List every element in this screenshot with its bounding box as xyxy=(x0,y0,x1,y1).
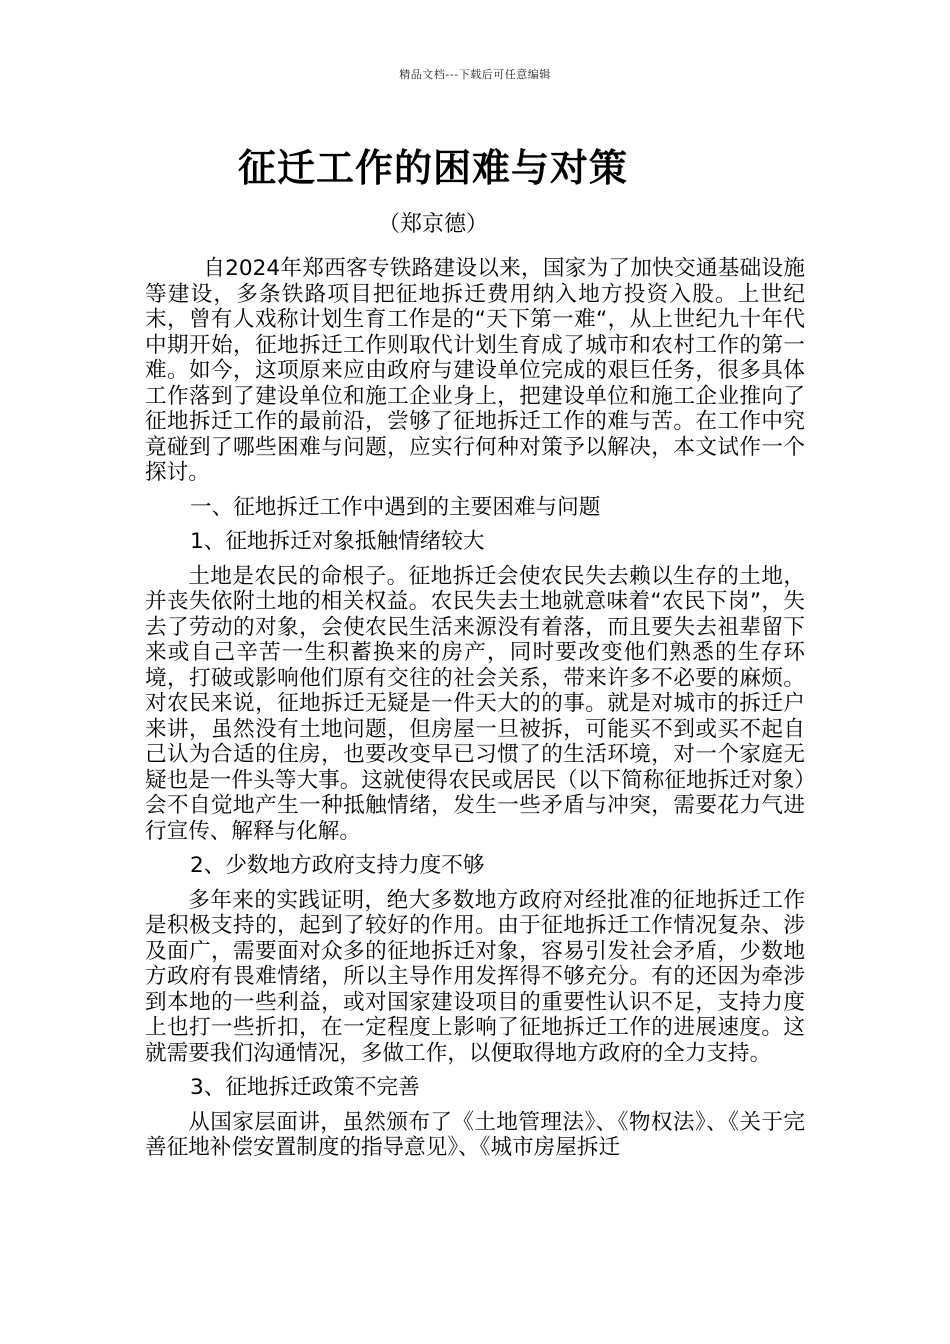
paragraph-land-resistance: 土地是农民的命根子。征地拆迁会使农民失去赖以生存的土地，并丧失依附土地的相关权益。农民失去土地就意味着“农民下岗”，失去了劳动的对象，会使农民生活来源没有着落，而且要失去祖辈留下来或自己辛苦一生积蓄换来的房产，同时要改变他们熟悉的生存环境，打破或影响他们原有交往的社会关系，带来许多不必要的麻烦。对农民来说，征地拆迁无疑是一件天大的的事。就是对城市的拆迁户来讲，虽然没有土地问题，但房屋一旦被拆，可能买不到或买不起自己认为合适的住房，也要改变早已习惯了的生活环境，对一个家庭无疑也是一件头等大事。这就使得农民或居民（以下简称征地拆迁对象）会不自觉地产生一种抵触情绪，发生一些矛盾与冲突，需要花力气进行宣传、解释与化解。 xyxy=(145,563,805,844)
document-body xyxy=(145,256,805,1161)
document-title: 征迁工作的困难与对策 xyxy=(237,146,628,190)
paragraph-policy: 从国家层面讲，虽然颁布了《土地管理法》、《物权法》、《关于完善征地补偿安置制度的指导意见》、《城市房屋拆迁 xyxy=(145,1109,805,1160)
subsection-heading-2: 2、少数地方政府支持力度不够 xyxy=(190,853,485,878)
subsection-heading-1: 1、征地拆迁对象抵触情绪较大 xyxy=(190,529,485,554)
document-author: （郑京德） xyxy=(377,212,488,237)
section-heading-1: 一、征地拆迁工作中遇到的主要困难与问题 xyxy=(190,494,601,520)
page-header: 精品文档---下载后可任意编辑 xyxy=(399,68,551,81)
subsection-heading-3: 3、征地拆迁政策不完善 xyxy=(190,1075,420,1100)
intro-paragraph: 自2024年郑西客专铁路建设以来，国家为了加快交通基础设施等建设，多条铁路项目把征地拆迁费用纳入地方投资入股。上世纪末，曾有人戏称计划生育工作是的“天下第一难“，从上世纪九十年代中期开始，征地拆迁工作则取代计划生育成了城市和农村工作的第一难。如今，这项原来应由政府与建设单位完成的艰巨任务，很多具体工作落到了建设单位和施工企业身上，把建设单位和施工企业推向了征地拆迁工作的最前沿，尝够了征地拆迁工作的难与苦。在工作中究竟碰到了哪些困难与问题，应实行何种对策予以解决，本文试作一个探讨。 xyxy=(145,256,805,485)
paragraph-government-support: 多年来的实践证明，绝大多数地方政府对经批准的征地拆迁工作是积极支持的，起到了较好的作用。由于征地拆迁工作情况复杂、涉及面广，需要面对众多的征地拆迁对象，容易引发社会矛盾，少数地方政府有畏难情绪，所以主导作用发挥得不够充分。有的还因为牵涉到本地的一些利益，或对国家建设项目的重要性认识不足，支持力度上也打一些折扣，在一定程度上影响了征地拆迁工作的进展速度。这就需要我们沟通情况，多做工作，以便取得地方政府的全力支持。 xyxy=(145,887,805,1066)
